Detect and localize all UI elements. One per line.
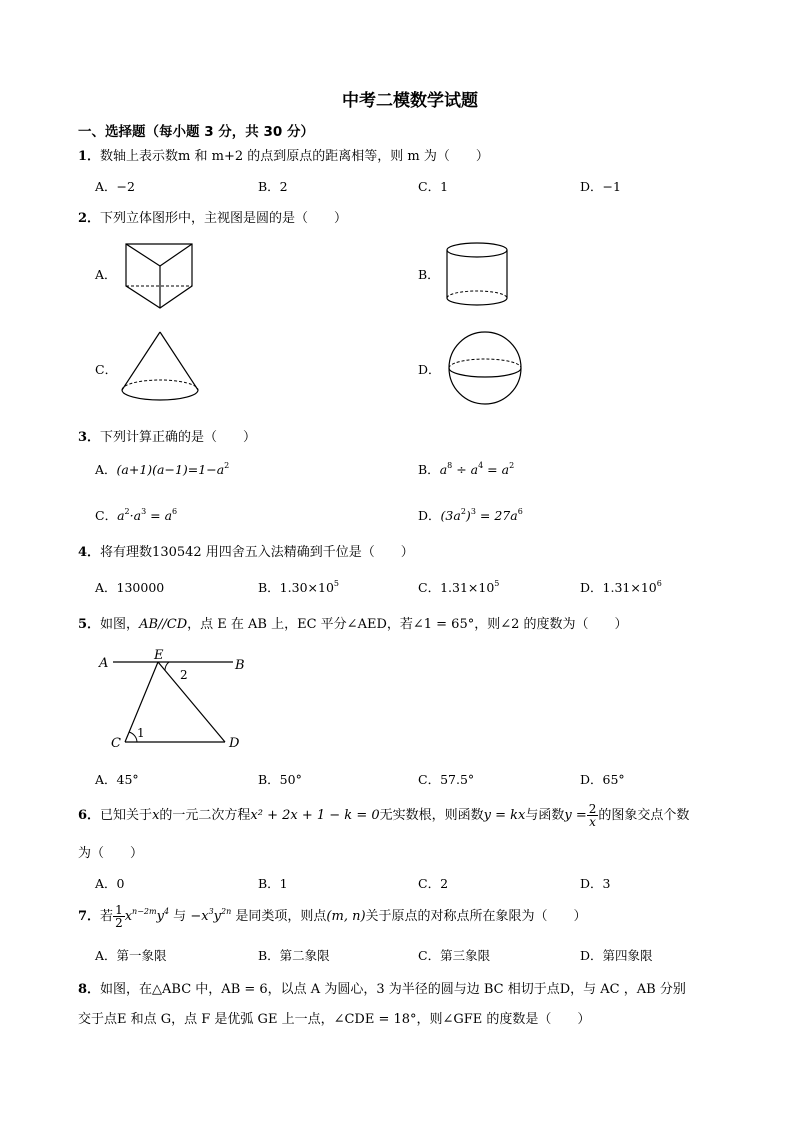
section-heading: 一、选择题（每小题 3 分，共 30 分） [78,124,314,140]
equation: x² + 2x + 1 − k = 0 [250,808,380,823]
point-expression: (m, n) [326,909,366,924]
question-text: 与 [173,909,187,924]
question-text: 与函数 [525,808,565,823]
question-text: 将有理数130542 用四舍五入法精确到千位是（ ） [100,545,414,560]
expression-part: a [439,462,448,477]
option-b: B．第二象限 [258,948,330,963]
triangular-prism-figure [118,238,198,312]
page-title: 中考二模数学试题 [342,91,478,111]
option-b: B．$a^8 \div a^4 = a^2$ [418,461,515,477]
question-text: 如图， [100,617,140,632]
option-text: B．1.30×10 [258,580,334,595]
question-text: 如图，在△ABC 中，AB = 6，以点 A 为圆心，3 为半径的圆与边 BC 相切于点D，与 AC ，AB 分别 [100,982,686,997]
exponent: 6 [656,579,662,588]
expression-part: = 27a [475,508,518,523]
option-b: B．50° [258,772,302,787]
question-number: 6． [78,808,101,823]
question-8 [78,978,686,997]
option-expression: (a+1)(a−1)=1−a [116,462,225,477]
option-c: C．2 [418,876,449,891]
question-number: 2． [78,211,101,226]
question-text: ，点 E 在 AB 上，EC 平分∠AED，若∠1 = 65°，则∠2 的度数为（ ） [187,617,628,632]
label-e: E [154,648,164,663]
expression-part: = a [146,508,173,523]
option-d: D．$(3a^2)^3 = 27a^6$ [418,507,523,523]
cylinder-figure [442,240,512,308]
expression-part: ·a [129,508,142,523]
geometry-figure-q5 [95,648,265,753]
question-text: 下列计算正确的是（ ） [100,430,257,445]
option-d: D．第四象限 [580,948,653,963]
option-a: A．45° [95,772,139,787]
option-label: B． [418,462,440,477]
option-c: C．57.5° [418,772,475,787]
option-label: C． [95,508,118,523]
option-text: C．1.31×10 [418,580,495,595]
option-c: C．第三象限 [418,948,491,963]
question-4 [78,541,414,560]
question-text: 关于原点的对称点所在象限为（ ） [365,909,587,924]
cone-figure [118,330,202,404]
option-a: A．第一象限 [95,948,167,963]
option-b: B．1 [258,876,288,891]
question-text: 已知关于 [100,808,153,823]
exponent: 5 [494,579,500,588]
variable: x [152,808,160,823]
question-1 [78,145,489,164]
expression-part: = a [483,462,510,477]
option-a: A．130000 [95,580,165,595]
question-8-continued: 交于点E 和点 G，点 F 是优弧 GE 上一点，∠CDE = 18°，则∠GFE 的度数是（ ） [78,1012,591,1027]
question-text: 是同类项，则点 [235,909,327,924]
expression-part: a [117,508,125,523]
expression-part: ÷ a [452,462,479,477]
question-text: 无实数根，则函数 [379,808,484,823]
parallel-expression: AB//CD [139,617,188,632]
question-number: 4． [78,545,101,560]
question-text: 下列立体图形中，主视图是圆的是（ ） [100,211,348,226]
question-5 [78,613,628,632]
option-c: C．$a^2\cdot a^3 = a^6$ [95,507,178,523]
option-a: A．−2 [95,179,135,194]
label-a: A [99,656,109,671]
label-d: D [229,736,240,751]
option-b: B．2 [258,179,288,194]
option-a: A．0 [95,876,125,891]
option-d: D．3 [580,876,611,891]
function-expression: y = kx [483,808,526,823]
option-a: A．$(a+1)(a-1)=1-a^2$ [95,461,230,477]
question-2 [78,207,347,226]
option-label: D． [418,508,441,523]
function-expression: y = [564,808,587,823]
question-6 [78,798,689,834]
option-d: D．−1 [580,179,621,194]
question-number: 3． [78,430,101,445]
option-b [258,578,339,596]
question-number: 8． [78,982,101,997]
expression-part: ) [465,508,471,523]
question-text: 的图象交点个数 [598,808,690,823]
option-b: B． [418,267,440,282]
question-3 [78,426,256,445]
option-text: D．1.31×10 [580,580,657,595]
question-number: 5． [78,617,101,632]
option-d: D．65° [580,772,625,787]
option-d [580,578,662,596]
question-number: 1． [78,149,101,164]
label-c: C [111,736,121,751]
option-c: C．1 [418,179,449,194]
fraction: $\frac{2}{x}$ [588,802,597,829]
expression-part: (3a [440,508,461,523]
question-6-continued: 为（ ） [78,846,144,861]
option-a: A． [95,267,117,282]
sphere-figure [446,330,526,406]
option-label: A． [95,462,117,477]
question-text: 若 [100,909,114,924]
option-c: C． [95,362,118,377]
exponent: 5 [333,579,339,588]
question-number: 7． [78,909,101,924]
angle-label-2: 2 [180,668,188,682]
option-d: D． [418,362,441,377]
angle-label-1: 1 [137,726,145,740]
question-text: 数轴上表示数m 和 m+2 的点到原点的距离相等，则 m 为（ ） [100,149,489,164]
option-c [418,578,499,596]
question-text: 的一元二次方程 [159,808,251,823]
label-b: B [235,658,245,673]
fraction: $\frac{1}{2}$ [115,903,123,930]
question-7: 7．若 $\frac{1}{2}$ $x^{n-2m}y^4$ 与 $-x^3y^{2n}$ 是同类项，则点(m, n)关于原点的对称点所在象限为（ ） [78,903,587,930]
